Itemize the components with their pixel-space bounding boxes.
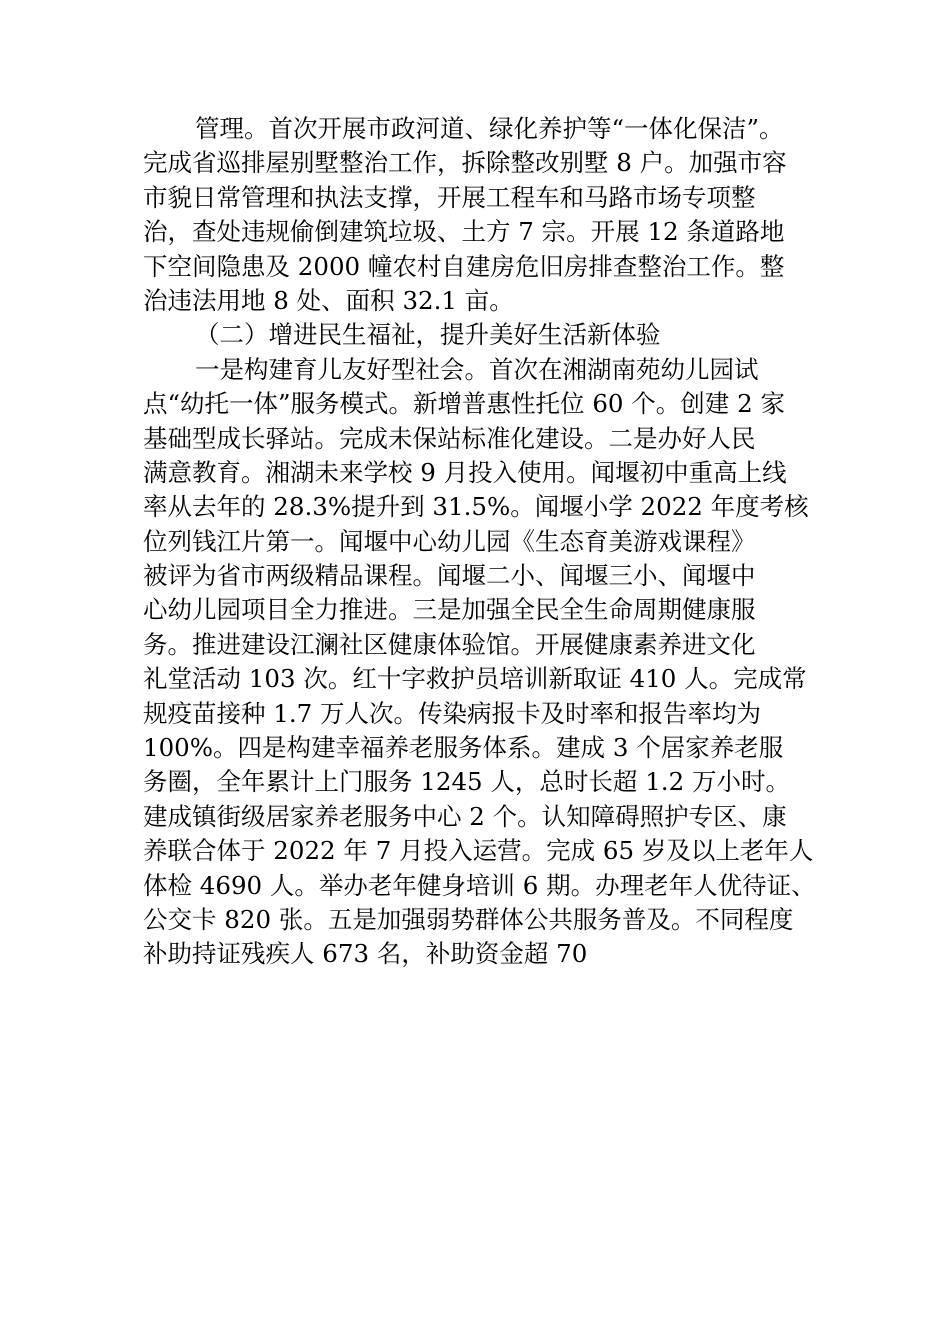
- text-line: 体检 4690 人。举办老年健身培训 6 期。办理老年人优待证、: [143, 870, 816, 900]
- text-line: 规疫苗接种 1.7 万人次。传染病报卡及时率和报告率均为: [143, 698, 762, 728]
- text-line: 率从去年的 28.3%提升到 31.5%。闻堰小学 2022 年度考核: [143, 492, 809, 522]
- text-line: 管理。首次开展市政河道、绿化养护等“一体化保洁”。: [195, 114, 784, 143]
- text-line: 满意教育。湘湖未来学校 9 月投入使用。闻堰初中重高上线: [143, 457, 787, 487]
- text-line: 公交卡 820 张。五是加强弱势群体公共服务普及。不同程度: [143, 904, 794, 934]
- text-line: 市貌日常管理和执法支撑，开展工程车和马路市场专项整: [143, 182, 756, 212]
- text-line: 下空间隐患及 2000 幢农村自建房危旧房排查整治工作。整: [143, 251, 785, 281]
- text-line: 治违法用地 8 处、面积 32.1 亩。: [143, 285, 514, 315]
- text-line: 养联合体于 2022 年 7 月投入运营。完成 65 岁及以上老年人: [143, 836, 814, 866]
- text-line: 点“幼托一体”服务模式。新增普惠性托位 60 个。创建 2 家: [143, 389, 785, 419]
- body-text: [143, 112, 823, 972]
- text-line: 基础型成长驿站。完成未保站标准化建设。二是办好人民: [143, 423, 756, 453]
- text-line: 补助持证残疾人 673 名，补助资金超 70: [143, 939, 588, 969]
- text-line: 完成省巡排屋别墅整治工作，拆除整改别墅 8 户。加强市容: [143, 148, 787, 178]
- text-line: 一是构建育儿友好型社会。首次在湘湖南苑幼儿园试: [195, 354, 759, 384]
- text-line: 建成镇街级居家养老服务中心 2 个。认知障碍照护专区、康: [143, 801, 787, 831]
- text-line: 务圈，全年累计上门服务 1245 人，总时长超 1.2 万小时。: [143, 767, 790, 797]
- text-line: 被评为省市两级精品课程。闻堰二小、闻堰三小、闻堰中: [143, 561, 756, 591]
- text-line: 位列钱江片第一。闻堰中心幼儿园《生态育美游戏课程》: [143, 526, 756, 556]
- text-line: 治，查处违规偷倒建筑垃圾、土方 7 宗。开展 12 条道路地: [143, 217, 785, 247]
- text-line: 100%。四是构建幸福养老服务体系。建成 3 个居家养老服: [143, 733, 784, 763]
- text-line: 务。推进建设江澜社区健康体验馆。开展健康素养进文化: [143, 629, 756, 659]
- text-line: 礼堂活动 103 次。红十字救护员培训新取证 410 人。完成常: [143, 664, 807, 694]
- section-heading: （二）增进民生福祉，提升美好生活新体验: [195, 320, 661, 350]
- text-line: 心幼儿园项目全力推进。三是加强全民全生命周期健康服: [143, 595, 756, 625]
